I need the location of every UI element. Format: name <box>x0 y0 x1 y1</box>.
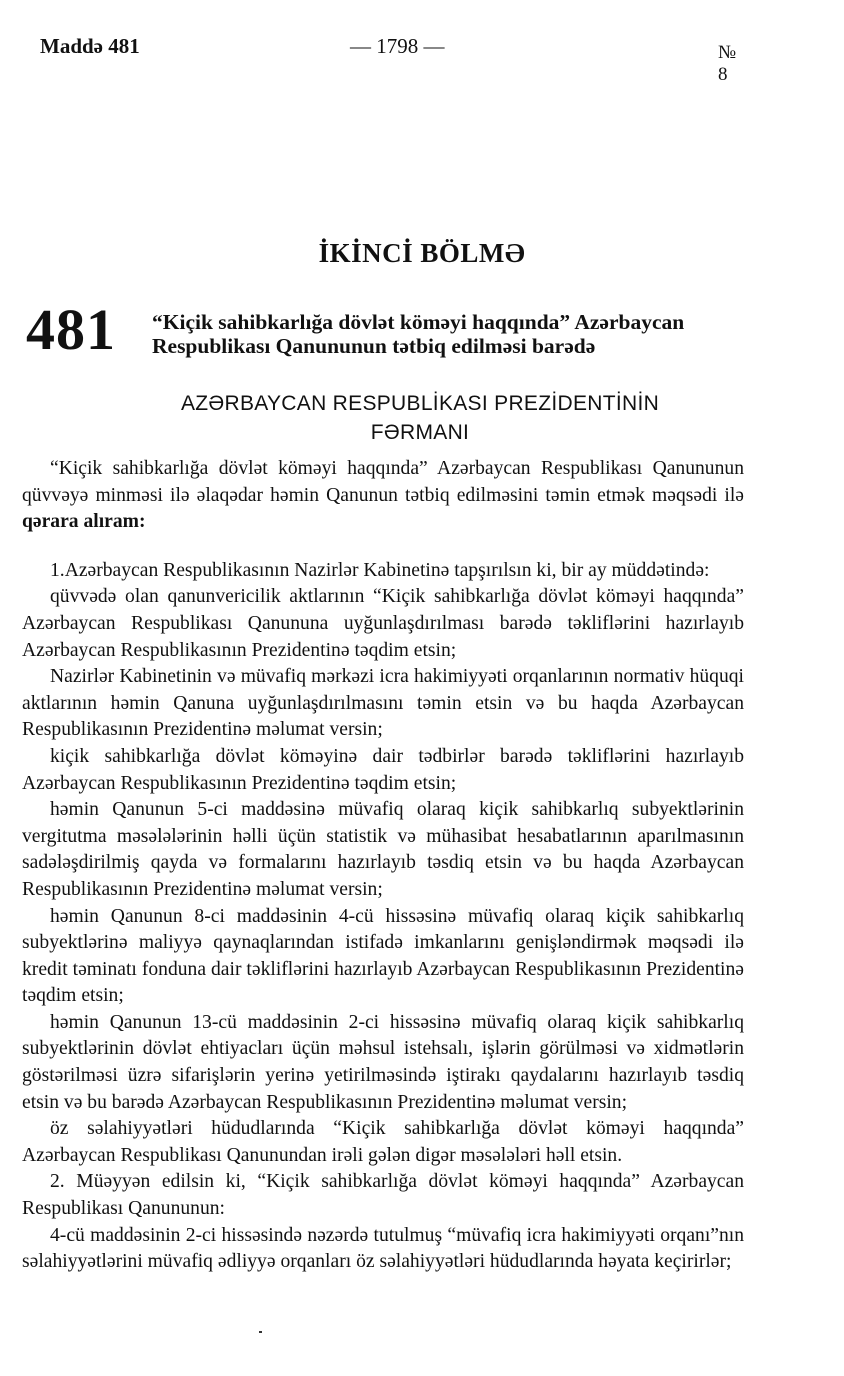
section-title: İKİNCİ BÖLMƏ <box>318 238 526 268</box>
paragraph-9: 2. Müəyyən edilsin ki, “Kiçik sahibkarlığa dövlət köməyi haqqında” Azərbaycan Respublikası Qanununun: <box>22 1171 744 1220</box>
preamble-decision: qərara alıram: <box>22 511 146 533</box>
issue-number: № 8 <box>718 42 737 85</box>
preamble-text: “Kiçik sahibkarlığa dövlət köməyi haqqında” Azərbaycan Respublikası Qanununun qüvvəyə minməsi ilə əlaqədar həmin Qanunun tətbiq edilməsini təmin etmək məqsədi ilə <box>22 458 744 506</box>
paragraph-4: kiçik sahibkarlığa dövlət köməyinə dair tədbirlər barədə təkliflərini hazırlayıb Azərbaycan Respublikasının Prezidentinə təqdim etsin; <box>22 745 744 794</box>
paragraph-10: 4-cü maddəsinin 2-ci hissəsində nəzərdə tutulmuş “müvafiq icra hakimiyyəti orqanı”nın səlahiyyətlərini müvafiq ədliyyə orqanları öz səlahiyyətləri hüdudlarında həyata keçirirlər; <box>22 1224 744 1273</box>
scan-speck <box>259 1331 262 1333</box>
document-type-line-1: AZƏRBAYCAN RESPUBLİKASI PREZİDENTİNİN <box>180 392 660 415</box>
paragraph-2: qüvvədə olan qanunvericilik aktlarının “Kiçik sahibkarlığa dövlət köməyi haqqında” Azərbaycan Respublikası Qanununa uyğunlaşdırılması barədə təkliflərini hazırlayıb Azərbaycan Respublikasının Prezidentinə təqdim etsin; <box>22 586 744 661</box>
article-number-header: Maddə 481 <box>40 34 140 58</box>
page-header <box>20 34 738 85</box>
act-title: “Kiçik sahibkarlığa dövlət köməyi haqqında” Azərbaycan Respublikası Qanununun tətbiq edilməsi barədə <box>152 310 685 358</box>
paragraph-3: Nazirlər Kabinetinin və müvafiq mərkəzi icra hakimiyyəti orqanlarının normativ hüquqi aktlarının həmin Qanuna uyğunlaşdırılmasını təmin etsin və bu haqda Azərbaycan Respublikasının Prezidentinə məlumat versin; <box>22 666 744 741</box>
paragraph-5: həmin Qanunun 5-ci maddəsinə müvafiq olaraq kiçik sahibkarlıq subyektlərinin vergitutma məsələlərinin həlli üçün statistik və mühasibat hesabatlarının aparılmasının sadələşdirilmiş qayda və formalarını hazırlayıb təsdiq etsin və bu haqda Azərbaycan Respublikasının Prezidentinə məlumat versin; <box>22 799 744 900</box>
paragraph-1: 1.Azərbaycan Respublikasının Nazirlər Kabinetinə tapşırılsın ki, bir ay müddətində: <box>50 559 710 581</box>
paragraph-6: həmin Qanunun 8-ci maddəsinin 4-cü hissəsinə müvafiq olaraq kiçik sahibkarlıq subyektlərinə maliyyə qaynaqlarından istifadə imkanlarını genişləndirmək məqsədi ilə kredit təminatı fonduna dair təkliflərini hazırlayıb Azərbaycan Respublikasının Prezidentinə təqdim etsin; <box>22 905 744 1007</box>
paragraph-8: öz səlahiyyətləri hüdudlarında “Kiçik sahibkarlığa dövlət köməyi haqqında” Azərbaycan Respublikası Qanunundan irəli gələn digər məsələləri həll etsin. <box>22 1118 744 1166</box>
document-type-line-2: FƏRMANI <box>370 421 470 444</box>
preamble-paragraph <box>22 456 744 536</box>
act-number: 481 <box>26 297 116 362</box>
document-type <box>60 389 780 447</box>
page-number: — 1798 — <box>350 34 445 58</box>
document-body <box>22 456 744 1276</box>
paragraph-7: həmin Qanunun 13-cü maddəsinin 2-ci hissəsinə müvafiq olaraq kiçik sahibkarlıq subyektlərinin dövlət ehtiyacları üçün məhsul istehsalı, işlərin görülməsi və xidmətlərin göstərilməsi üzrə sifarişlərin yerinə yetirilməsində iştirakı qaydalarını hazırlayıb təsdiq etsin və bu barədə Azərbaycan Respublikasının Prezidentinə məlumat versin; <box>22 1011 744 1113</box>
